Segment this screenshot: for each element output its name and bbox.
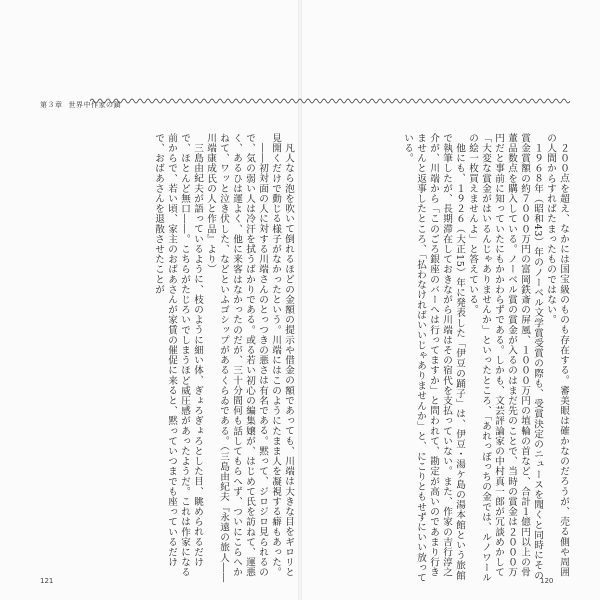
page-gutter: [298, 0, 302, 600]
paragraph: 三島由紀夫が語っているように、枝のように細い体、ぎょろぎょろとした目、眺められるだけで、ほとんど無口――。こちらがたじろいでしまうほど威圧感があったようだ。これは作家になる前からで、若い頃、家主のおばあさんが家賃の催促に来ると、黙っていつまでも座っているだけで、おばあさんを退散させたことが: [153, 133, 203, 578]
paragraph: ２００点を超え、なかには国宝級のものも存在する。審美眼は確かなのだろうが、売る側や周囲の人間からすればたまったものではない。: [545, 133, 569, 577]
page-number-right: 120: [540, 577, 554, 585]
left-page-text: [30, 133, 295, 583]
right-page-text: [310, 133, 570, 583]
paragraph: 他にも、１９２６（大正15）年に発表した「伊豆の踊子」は、伊豆・湯ケ島の湯本館という旅館で執筆したが、長期滞在しておきながら川端はその宿代を支払っていない。また、作家の吉行淳之介が、川端から「このごろ銀座のバーへは行ってますか」と問われて、勘定が高いのであまり行きませんと返事したところ、「払わなければいいじゃありませんか」と、にこりともせずにいい放っている。: [402, 133, 465, 583]
decorative-wave-rule: [90, 97, 570, 105]
chapter-label: 第３章: [40, 101, 63, 109]
paragraph: 凡人なら泡を吹いて倒れるほどの金額の提示や借金の額であっても、川端は大きな目をギロリと見開くだけで動じる様子がなかったという。川端にはこのようにたまま人を凝視する癖もあった。: [270, 133, 294, 578]
quotation-paragraph: ――初対面の人に対する川端さんのとっつきの悪さは有名である。黙って、ジロジロ見られるので、気の弱い人は冷汗を拭うばかりである。或る若い初心の編集嬢が、はじめて氏を訪ねて、運悪く、あるひは運よく、他に来客はなかったのだが、三十分間何も話してもらへず、ついにこらへかねて、ワッと泣き伏した、などといふゴシップがあるくらゐである。（三島由紀夫『永遠の旅人――川端康成氏の人と作品』より）: [205, 133, 268, 583]
chapter-title: 世界中作家の鎮: [68, 101, 121, 109]
page-number-left: 121: [40, 577, 54, 585]
paragraph: １９６８年（昭和43）年のノーベル文学賞受賞の際も、受賞決定のニュースを聞くと同時にその賞金賞額の約７０００万円の富岡鉄斎の屏風、１０００万円の埴輪の首など、合計１億円以上の骨董品数点を購入している。ノーベル賞の賞金が入るのはまだ先のことで、当時の賞金は２０００万円だと事前に知っていたにもかかわらずである。しかも、文芸評論家の中村真一郎が冗談めかして「大変な賞金がはいるんじゃありませんか」といったところ、「あれっぽっちの金では、ルノワールの絵一枚買えませんよ」と答えている。: [467, 133, 543, 583]
